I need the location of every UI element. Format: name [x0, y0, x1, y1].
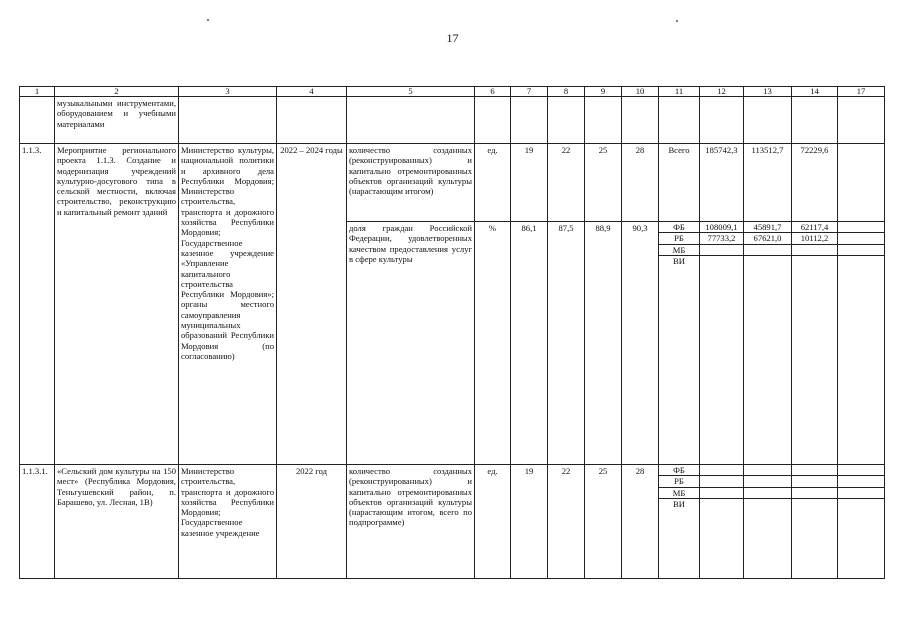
value-9: 25 — [585, 144, 622, 222]
value-8: 87,5 — [548, 222, 585, 465]
col-header: 5 — [347, 87, 475, 97]
col-header: 12 — [700, 87, 744, 97]
source-rb: РБ — [659, 476, 699, 487]
amount: 10112,2 — [792, 233, 837, 244]
table-row-1-1-3 — [20, 144, 885, 222]
col-header: 4 — [277, 87, 347, 97]
continuation-row — [20, 97, 885, 144]
row-number: 1.1.3. — [20, 144, 55, 465]
col-header: 6 — [475, 87, 511, 97]
amount — [744, 245, 791, 256]
finance-col-12 — [700, 144, 744, 465]
col-header: 8 — [548, 87, 585, 97]
amount — [792, 256, 837, 266]
value-7: 19 — [511, 144, 548, 222]
source-fb: ФБ — [659, 221, 699, 233]
amount: 72229,6 — [800, 145, 829, 155]
col-header: 17 — [838, 87, 885, 97]
source-vi: ВИ — [673, 255, 685, 266]
amount: 45891,7 — [744, 221, 791, 233]
amount: 113512,7 — [751, 145, 784, 155]
col-header: 1 — [20, 87, 55, 97]
value-8: 22 — [548, 465, 585, 579]
source-rb: РБ — [659, 233, 699, 244]
source-fb: ФБ — [659, 465, 699, 476]
amount: 62117,4 — [792, 221, 837, 233]
finance-col-14 — [792, 144, 838, 465]
finance-col-13 — [744, 144, 792, 465]
amount — [792, 245, 837, 256]
col-header: 11 — [659, 87, 700, 97]
col-header: 13 — [744, 87, 792, 97]
amount — [700, 245, 743, 256]
amount: 67621,0 — [744, 233, 791, 244]
object-name: «Сельский дом культуры на 150 мест» (Республика Мордовия, Теньгушевский район, п. Барашево, ул. Лесная, 1В) — [55, 465, 179, 579]
amount — [700, 256, 743, 266]
col-header: 9 — [585, 87, 622, 97]
header-row — [20, 87, 885, 97]
page-number: 17 — [446, 31, 459, 45]
value-7: 86,1 — [511, 222, 548, 465]
value-9: 88,9 — [585, 222, 622, 465]
col-header: 14 — [792, 87, 838, 97]
amount: 185742,3 — [705, 145, 738, 155]
col-header: 10 — [622, 87, 659, 97]
source-mb: МБ — [659, 488, 699, 499]
executor: Министерство строительства, транспорта и дорожного хозяйства Республики Мордовия; Государственное казенное учреждение — [179, 465, 277, 579]
source-total: Всего — [668, 145, 690, 155]
indicator-name: количество созданных (реконструированных) и капитально отремонтированных объектов организаций культуры (нарастающим итогом) — [347, 144, 475, 222]
indicator-name: количество созданных (реконструированных) и капитально отремонтированных объектов организаций культуры (нарастающим итогом, всего по подпрограмме) — [347, 465, 475, 579]
indicator-unit: ед. — [475, 144, 511, 222]
amount: 108009,1 — [700, 221, 743, 233]
finance-col-17 — [838, 144, 885, 465]
finance-sources — [659, 465, 700, 579]
value-10: 90,3 — [622, 222, 659, 465]
period: 2022 – 2024 годы — [277, 144, 347, 465]
source-mb: МБ — [659, 245, 699, 256]
indicator-unit: % — [475, 222, 511, 465]
indicator-unit: ед. — [475, 465, 511, 579]
program-table — [19, 86, 885, 579]
executor: Министерство культуры, национальной политики и архивного дела Республики Мордовия; Министерство строительства, транспорта и дорожного хозяйства Республики Мордовия; Государственное казенное учреждение «Управление капитального строительства Республики Мордовия»; органы местного самоуправления муниципальных образований Республики Мордовия (по согласованию) — [179, 144, 277, 465]
value-10: 28 — [622, 144, 659, 222]
col-header: 3 — [179, 87, 277, 97]
table-row-1-1-3-1 — [20, 465, 885, 579]
period: 2022 год — [277, 465, 347, 579]
finance-sources — [659, 144, 700, 465]
amount — [744, 256, 791, 266]
value-9: 25 — [585, 465, 622, 579]
measure-name: музыкальными инструментами, оборудованием и учебными материалами — [55, 97, 179, 144]
row-number: 1.1.3.1. — [20, 465, 55, 579]
scan-speck — [676, 20, 678, 22]
col-header: 7 — [511, 87, 548, 97]
value-8: 22 — [548, 144, 585, 222]
col-header: 2 — [55, 87, 179, 97]
value-7: 19 — [511, 465, 548, 579]
measure-name: Мероприятие регионального проекта 1.1.3. Создание и модернизация учреждений культурно-досугового типа в сельской местности, включая строительство, реконструкцию и капитальный ремонт зданий — [55, 144, 179, 465]
amount: 77733,2 — [700, 233, 743, 244]
value-10: 28 — [622, 465, 659, 579]
indicator-name: доля граждан Российской Федерации, удовлетворенных качеством предоставления услуг в сфере культуры — [347, 222, 475, 465]
source-vi: ВИ — [673, 498, 685, 509]
scan-speck — [207, 19, 209, 21]
